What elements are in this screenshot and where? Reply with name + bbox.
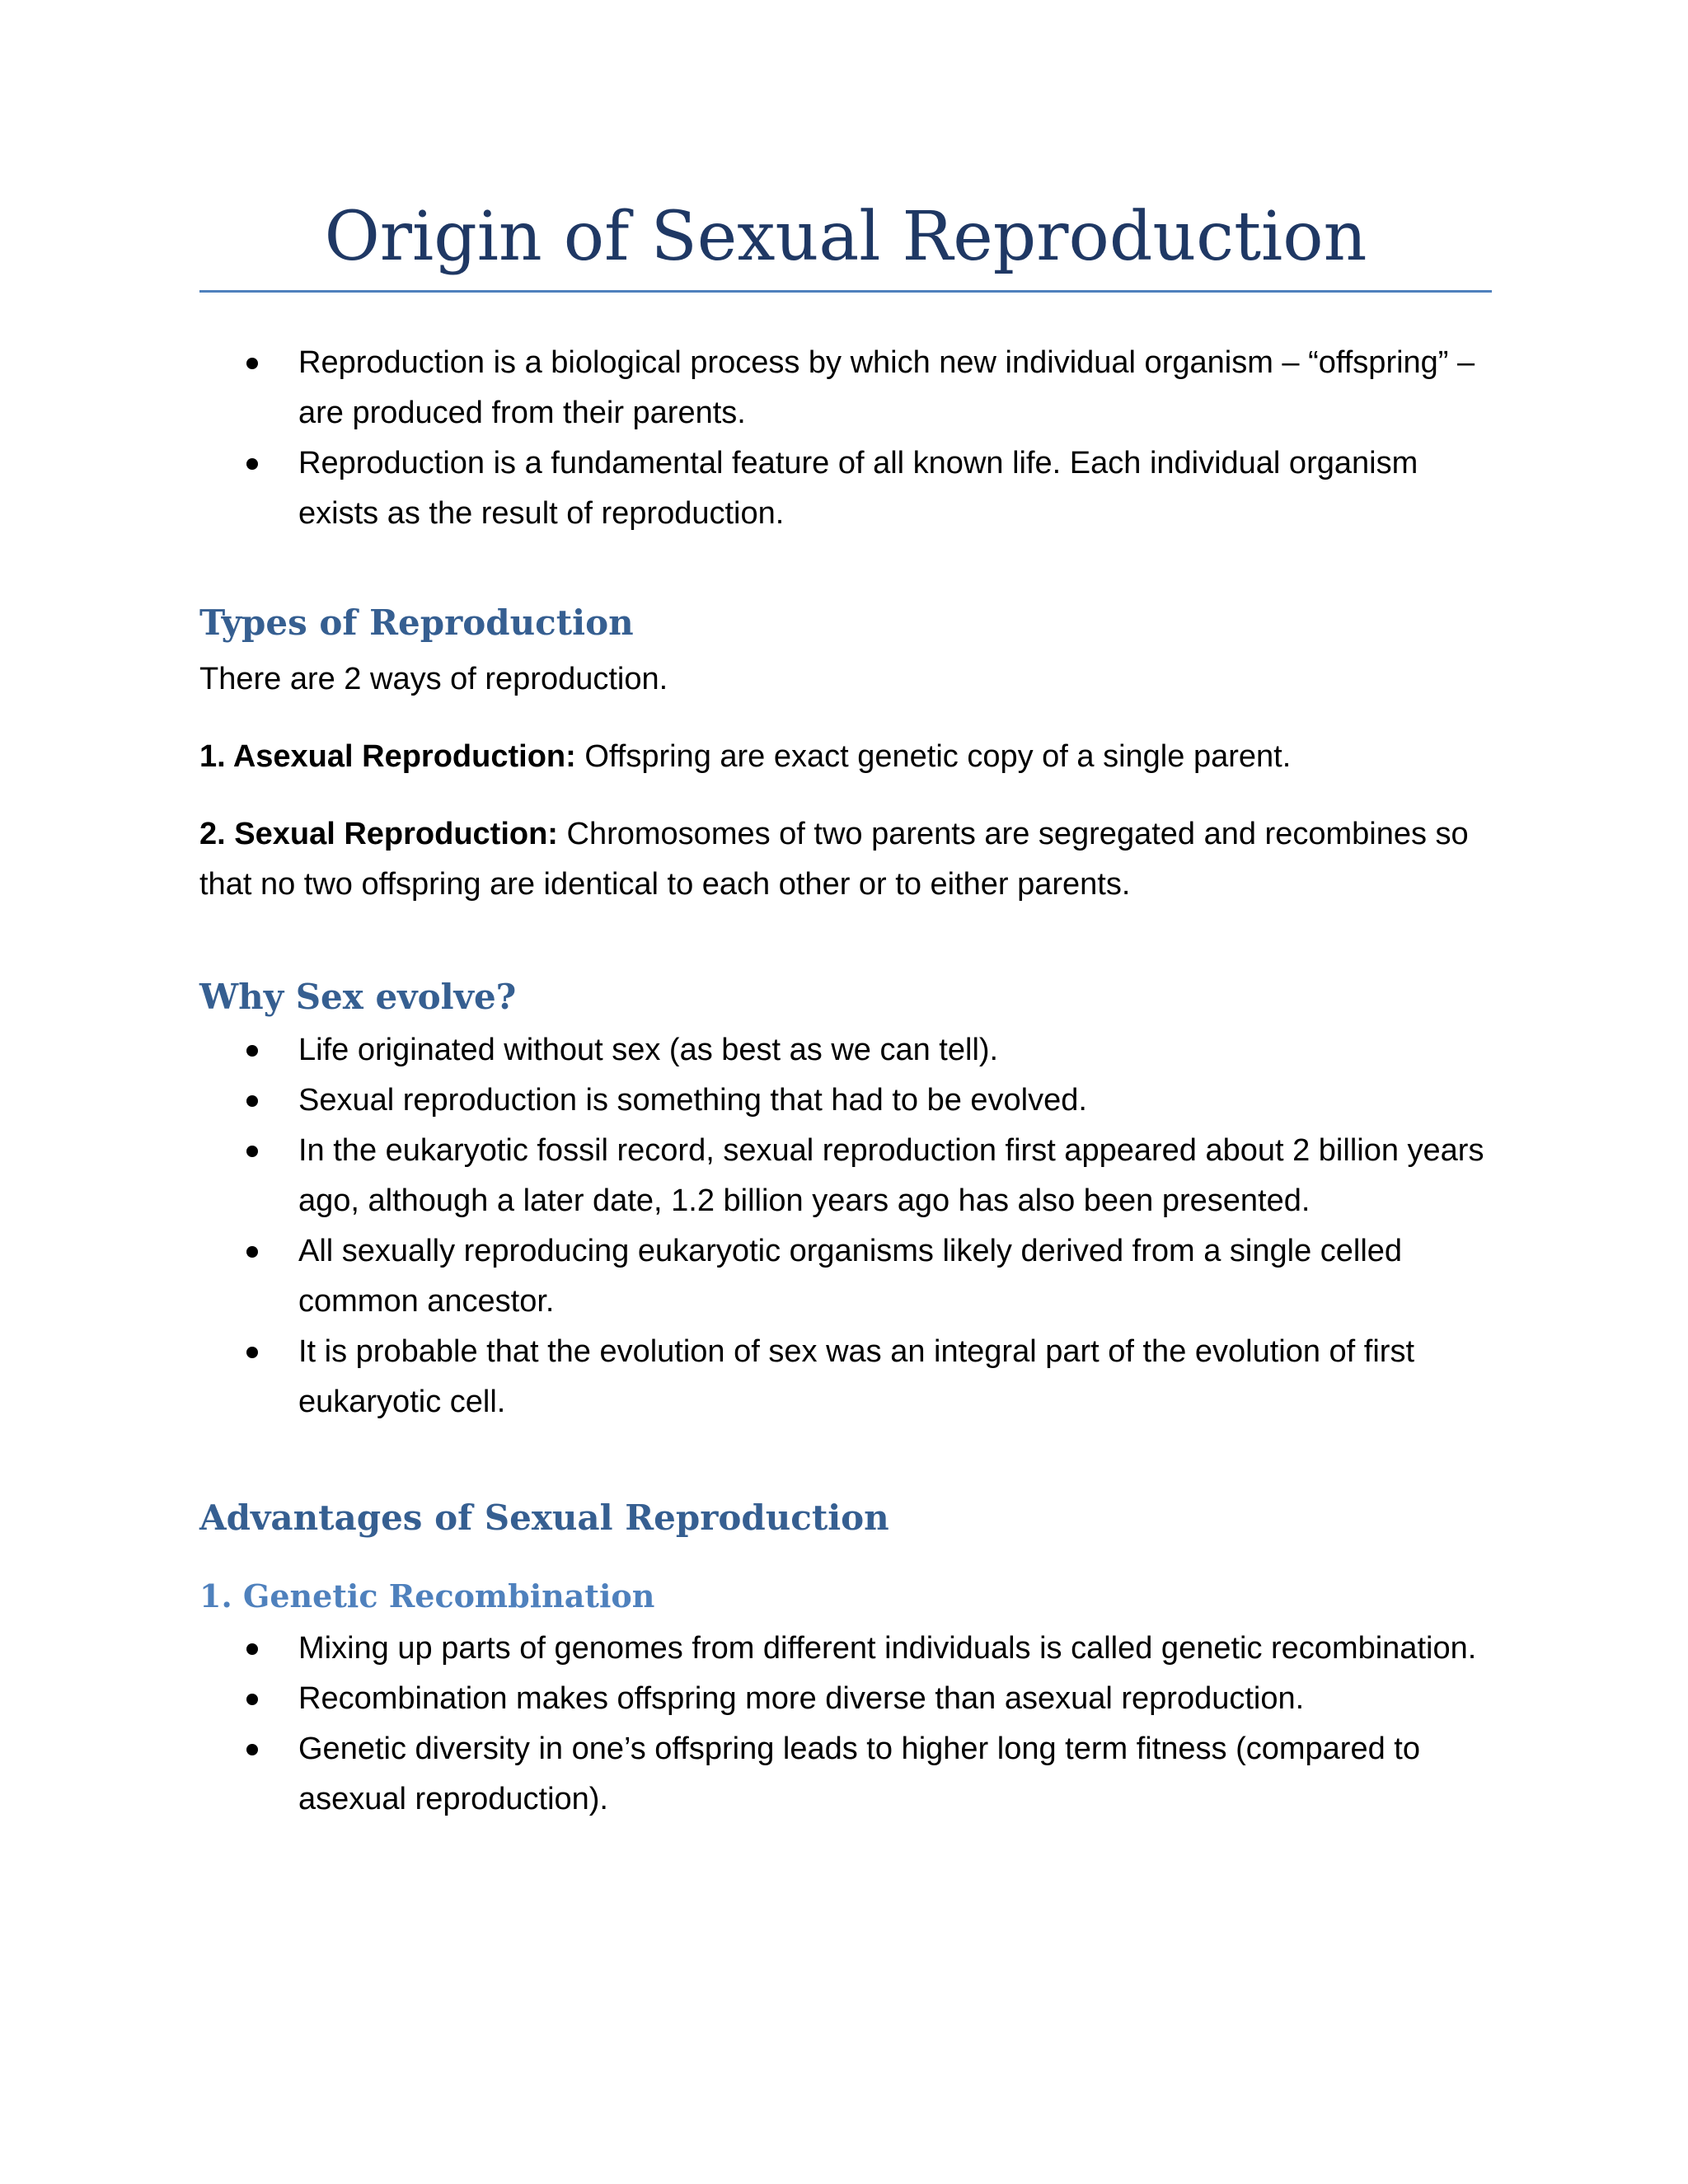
sexual-paragraph <box>199 809 1492 910</box>
list-item: Recombination makes offspring more diverse than asexual reproduction. <box>199 1674 1492 1724</box>
why-heading: Why Sex evolve? <box>199 977 517 1017</box>
bullet-icon <box>246 1347 258 1358</box>
list-item: Reproduction is a biological process by which new individual organism – “offspring” – are produced from their parents. <box>199 338 1492 438</box>
bullet-icon <box>246 1694 258 1705</box>
sexual-label: 2. Sexual Reproduction: <box>199 817 558 851</box>
types-intro: There are 2 ways of reproduction. <box>199 662 668 696</box>
recombination-subheading: 1. Genetic Recombination <box>199 1577 655 1615</box>
bullet-icon <box>246 1095 258 1107</box>
list-item: Life originated without sex (as best as we can tell). <box>199 1025 1492 1076</box>
bullet-icon <box>246 358 258 369</box>
asexual-text: Offspring are exact genetic copy of a single parent. <box>575 739 1292 774</box>
bullet-icon <box>246 458 258 470</box>
list-item: Reproduction is a fundamental feature of all known life. Each individual organism exists as the result of reproduction. <box>199 438 1492 539</box>
list-item: Sexual reproduction is something that had to be evolved. <box>199 1076 1492 1126</box>
types-heading: Types of Reproduction <box>199 602 634 643</box>
list-item: Mixing up parts of genomes from different individuals is called genetic recombination. <box>199 1624 1492 1674</box>
list-item: Genetic diversity in one’s offspring leads to higher long term fitness (compared to asexual reproduction). <box>199 1724 1492 1825</box>
bullet-icon <box>246 1643 258 1655</box>
intro-bullet-list <box>199 338 1492 539</box>
bullet-icon <box>246 1146 258 1157</box>
title-underline <box>199 290 1492 293</box>
bullet-icon <box>246 1045 258 1057</box>
why-bullet-list <box>199 1025 1492 1427</box>
document-title: Origin of Sexual Reproduction <box>324 198 1367 276</box>
asexual-paragraph <box>199 732 1492 782</box>
list-item: All sexually reproducing eukaryotic organisms likely derived from a single celled common ancestor. <box>199 1226 1492 1327</box>
list-item: In the eukaryotic fossil record, sexual reproduction first appeared about 2 billion years ago, although a later date, 1.2 billion years ago has also been presented. <box>199 1126 1492 1226</box>
asexual-label: 1. Asexual Reproduction: <box>199 739 576 774</box>
advantages-bullet-list <box>199 1624 1492 1825</box>
sexual-text: Chromosomes of two parents are segregated and recombines so that no two offspring are identical to each other or to either parents. <box>199 817 1469 902</box>
list-item: It is probable that the evolution of sex was an integral part of the evolution of first eukaryotic cell. <box>199 1327 1492 1427</box>
advantages-heading: Advantages of Sexual Reproduction <box>199 1497 889 1538</box>
bullet-icon <box>246 1246 258 1258</box>
bullet-icon <box>246 1744 258 1755</box>
